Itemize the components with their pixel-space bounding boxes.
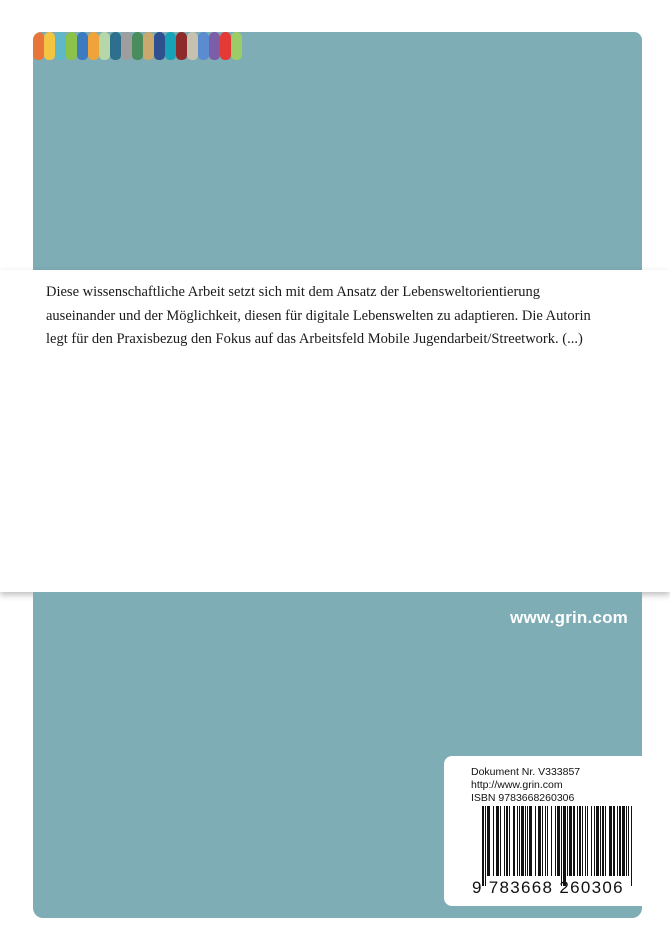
barcode-bar [545, 806, 546, 876]
barcode-bar [617, 806, 618, 876]
barcode-bar [521, 806, 524, 876]
barcode-bar [602, 806, 604, 876]
barcode-bar [517, 806, 518, 876]
barcode-bar [631, 806, 632, 886]
color-stripe [176, 32, 187, 60]
barcode-bar [569, 806, 572, 876]
barcode-bar [563, 806, 566, 886]
barcode-bar [596, 806, 599, 876]
barcode-bar [567, 806, 568, 876]
barcode-bar [542, 806, 543, 876]
barcode-bar [519, 806, 520, 876]
barcode-bar [525, 806, 526, 876]
color-stripe [209, 32, 220, 60]
barcode-bar [628, 806, 629, 876]
color-stripe [99, 32, 110, 60]
color-stripe [132, 32, 143, 60]
barcode-bar [594, 806, 595, 876]
barcode-bar [493, 806, 494, 876]
barcode-bar [487, 806, 490, 876]
barcode-bar [622, 806, 625, 876]
color-stripe [33, 32, 44, 60]
barcode-bar [529, 806, 532, 876]
barcode-box [444, 756, 642, 906]
top-cover-panel [33, 32, 642, 270]
barcode-bar [605, 806, 606, 876]
document-number: Dokument Nr. V333857 [471, 766, 581, 778]
color-stripe [88, 32, 99, 60]
isbn-label: ISBN 9783668260306 [471, 792, 575, 804]
barcode-bar [506, 806, 508, 876]
color-stripe [198, 32, 209, 60]
color-stripe [66, 32, 77, 60]
color-stripe [165, 32, 176, 60]
blurb-text: Diese wissenschaftliche Arbeit setzt sich mit dem Ansatz der Lebensweltorientierung auseinander und der Möglichkeit, diesen für digitale Lebenswelten zu adaptieren. Die Autorin legt für den Praxisbezug den Fokus auf das Arbeitsfeld Mobile Jugendarbeit/Streetwork. (...) [46, 284, 591, 347]
color-stripe [55, 32, 66, 60]
barcode-bar [579, 806, 581, 876]
barcode-bar [504, 806, 505, 876]
color-stripe [143, 32, 154, 60]
barcode-bar [585, 806, 586, 876]
barcode-bar [547, 806, 548, 876]
publisher-url: www.grin.com [510, 608, 628, 627]
barcode-bar [527, 806, 528, 876]
color-stripes-decoration [33, 32, 242, 60]
barcode-bar [551, 806, 552, 876]
color-stripe [220, 32, 231, 60]
barcode-bar [600, 806, 601, 876]
barcode-bar [557, 806, 560, 876]
color-stripe [187, 32, 198, 60]
barcode-bar [509, 806, 510, 876]
color-stripe [77, 32, 88, 60]
barcode-bar [591, 806, 592, 876]
color-stripe [44, 32, 55, 60]
barcode-bar [482, 806, 484, 886]
isbn-digits: 9 783668 260306 [472, 878, 624, 897]
barcode-website: http://www.grin.com [471, 779, 563, 791]
barcode-bar [582, 806, 583, 876]
barcode-bar [577, 806, 578, 876]
barcode-bar [538, 806, 541, 876]
color-stripe [121, 32, 132, 60]
barcode-bar [535, 806, 536, 876]
color-stripe [110, 32, 121, 60]
barcode-bar [561, 806, 562, 886]
barcode-bar [587, 806, 588, 876]
barcode-bar [626, 806, 627, 876]
barcode-bar [619, 806, 621, 876]
barcode-bar [496, 806, 499, 876]
barcode-bar [485, 806, 486, 886]
barcode-bar [555, 806, 556, 876]
color-stripe [154, 32, 165, 60]
barcode-bar [613, 806, 615, 876]
barcode-bar [513, 806, 515, 876]
barcode-bar [609, 806, 612, 876]
color-stripe [231, 32, 242, 60]
barcode-bars [482, 806, 632, 886]
barcode-bar [500, 806, 501, 876]
barcode-bar [573, 806, 575, 876]
